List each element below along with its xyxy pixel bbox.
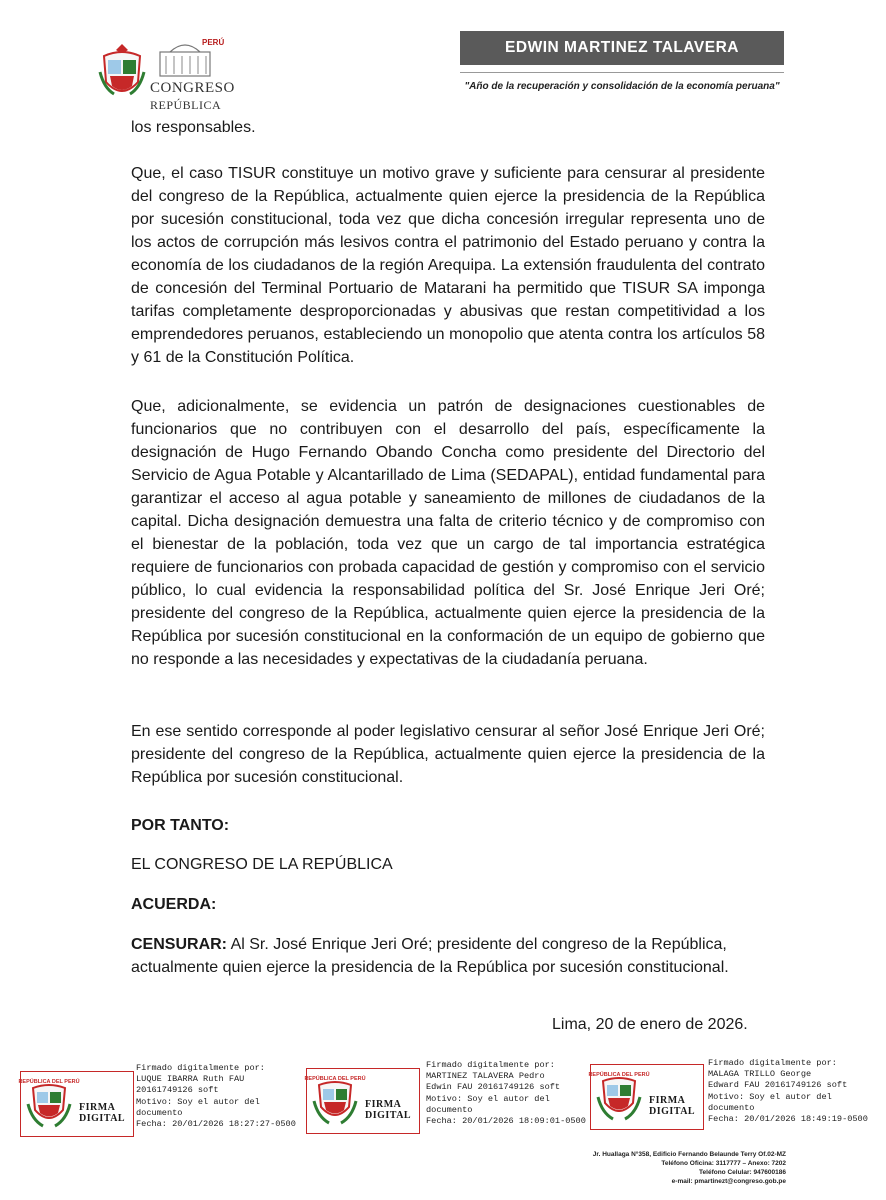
coat-of-arms-icon	[588, 1069, 650, 1125]
republica-label: REPÚBLICA	[150, 98, 222, 112]
footer-address: Jr. Huallaga N°358, Edificio Fernando Belaunde Terry Of.02-MZ Teléfono Oficina: 3117777 – Anexo: 7202 Teléfono Celular: 947600186 e-mail: pmartinezt@congreso.gob.pe	[592, 1151, 786, 1185]
firma-digital-label: FIRMA DIGITAL	[79, 1102, 126, 1124]
congreso-label: CONGRESO	[150, 80, 235, 96]
signature-details-2: Firmado digitalmente por: MARTINEZ TALAVERA Pedro Edwin FAU 20161749126 soft Motivo: Soy el autor del documento Fecha: 20/01/2026 18:09:01-0500	[426, 1060, 586, 1127]
censurar-label: CENSURAR:	[131, 936, 227, 953]
paragraph-1: Que, el caso TISUR constituye un motivo grave y suficiente para censurar al presidente del congreso de la República, actualmente quien ejerce la presidencia de la República por sucesión constitucional, toda vez que dicha concesión irregular representa uno de los actos de corrupción más lesivos contra el patrimonio del Estado peruano y contra la economía de los ciudadanos de la región Arequipa. La extensión fraudulenta del contrato de concesión del Terminal Portuario de Matarani ha permitido que TISUR SA imponga tarifas completamente desproporcionadas y abusivas que restan competitividad a los emprendedores peruanos, estableciendo un monopolio que atenta contra los artículos 58 y 61 de la Constitución Política.	[131, 165, 765, 366]
header-divider	[460, 72, 784, 73]
peru-label: PERÚ	[202, 38, 225, 47]
congreso-logo	[98, 38, 235, 118]
acuerda-heading: ACUERDA:	[131, 896, 217, 913]
coat-of-arms-icon	[304, 1073, 366, 1129]
censurar-paragraph	[131, 933, 765, 979]
document-date: Lima, 20 de enero de 2026.	[552, 1016, 748, 1033]
paragraph-2: Que, adicionalmente, se evidencia un patrón de designaciones cuestionables de funcionarios que no contribuyen con el desarrollo del país, específicamente la designación de Hugo Fernando Obando Concha como presidente del Directorio del Servicio de Agua Potable y Alcantarillado de Lima (SEDAPAL), entidad fundamental para garantizar el acceso al agua potable y saneamiento de millones de ciudadanos de la capital. Dicha designación demuestra una falta de criterio técnico y de compromiso con el bienestar de la población, toda vez que un cargo de tal importancia estratégica requiere de funcionarios con probada capacidad de gestión y compromiso con el servicio público, lo cual evidencia la responsabilidad política del Sr. José Enrique Jeri Oré; presidente del congreso de la República, actualmente quien ejerce la presidencia de la República por sucesión constitucional en la conformación de un equipo de gobierno que no responde a las necesidades y expectativas de la ciudadanía peruana.	[131, 398, 765, 668]
author-name-bar: EDWIN MARTINEZ TALAVERA	[460, 31, 784, 65]
digital-signature-seal	[590, 1064, 704, 1130]
seal-text: REPÚBLICA DEL PERÚ	[588, 1072, 650, 1078]
por-tanto-heading: POR TANTO:	[131, 817, 230, 834]
header-motto: "Año de la recuperación y consolidación de la economía peruana"	[464, 81, 780, 92]
coat-of-arms-icon	[18, 1076, 80, 1132]
coat-of-arms-icon	[98, 42, 146, 104]
paragraph-0: los responsables.	[131, 119, 256, 136]
digital-signature-seal	[20, 1071, 134, 1137]
digital-signature-seal	[306, 1068, 420, 1134]
signature-details-1: Firmado digitalmente por: LUQUE IBARRA Ruth FAU 20161749126 soft Motivo: Soy el autor del documento Fecha: 20/01/2026 18:27:27-0500	[136, 1063, 296, 1130]
firma-digital-label: FIRMA DIGITAL	[365, 1099, 412, 1121]
signature-details-3: Firmado digitalmente por: MALAGA TRILLO George Edward FAU 20161749126 soft Motivo: Soy el autor del documento Fecha: 20/01/2026 18:49:19-0500	[708, 1058, 868, 1125]
congreso-line: EL CONGRESO DE LA REPÚBLICA	[131, 856, 393, 873]
seal-text: REPÚBLICA DEL PERÚ	[18, 1079, 80, 1085]
firma-digital-label: FIRMA DIGITAL	[649, 1095, 696, 1117]
seal-text: REPÚBLICA DEL PERÚ	[304, 1076, 366, 1082]
censurar-text: Al Sr. José Enrique Jeri Oré; presidente del congreso de la República, actualmente quien ejerce la presidencia de la República por sucesión constitucional.	[131, 936, 729, 976]
paragraph-3: En ese sentido corresponde al poder legislativo censurar al señor José Enrique Jeri Oré; presidente del congreso de la República, actualmente quien ejerce la presidencia de la República por sucesión constitucional.	[131, 723, 765, 786]
